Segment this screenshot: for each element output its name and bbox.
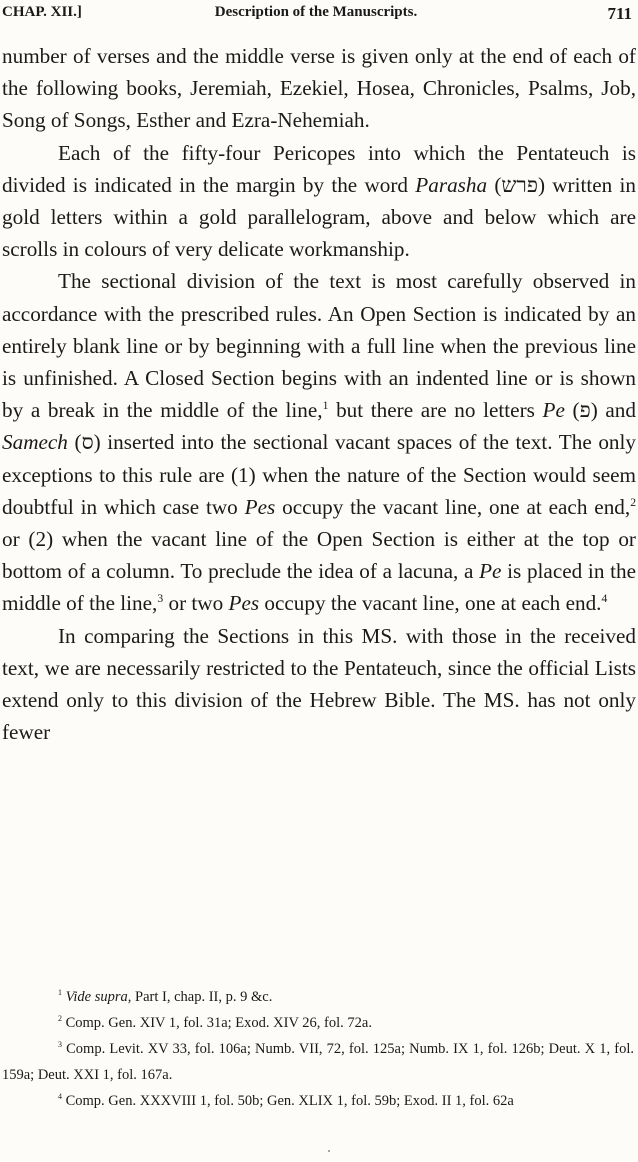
footnote-ref-3: 3 (157, 592, 164, 606)
footnote-2: $^2$ Comp. Gen. XIV 1, fol. 31a; Exod. XIV 26, fol. 72a. (58, 1014, 372, 1031)
running-header (0, 2, 632, 26)
page-speck (328, 1150, 330, 1152)
paragraph-2: Each of the fifty-four Pericopes into which the Pentateuch is divided is indicated in the margin by the word Parasha (פרש) written in gold letters within a gold parallelogram, above and below which are scrolls in colours of very delicate workmanship. (2, 140, 637, 262)
page-number: 711 (607, 4, 632, 23)
main-text (2, 40, 636, 748)
paragraph-3: The sectional division of the text is most carefully observed in accordance with the prescribed rules. An Open Section is indicated by an entirely blank line or by beginning with a full line when the previous line is unfinished. A Closed Section begins with an indented line or is shown by a break in the middle of the line,$^1$ but there are no letters Pe (פ) and Samech (ס) inserted into the sectional vacant spaces of the text. The only exceptions to this rule are (1) when the nature of the Section would seem doubtful in which case two Pes occupy the vacant line, one at each end,$^2$ or (2) when the vacant line of the Open Section is either at the top or bottom of a column. To preclude the idea of a lacuna, a Pe is placed in the middle of the line,$^3$ or two Pes occupy the vacant line, one at each end.$^4$ (2, 269, 637, 616)
footnotes (2, 984, 634, 1114)
footnote-ref-1: 1 (322, 399, 329, 413)
running-title: Description of the Manuscripts. (214, 4, 418, 20)
footnote-1: $^1$ Vide supra, Part I, chap. II, p. 9 &c. (58, 988, 273, 1005)
footnote-ref-2: 2 (630, 495, 637, 509)
footnote-ref-4: 4 (601, 592, 608, 606)
paragraph-4: In comparing the Sections in this MS. with those in the received text, we are necessarily restricted to the Pentateuch, since the official Lists extend only to this division of the Hebrew Bible. The MS. has not only fewer (2, 623, 636, 745)
hebrew-letter-samech: ס (81, 430, 94, 455)
hebrew-letter-pe: פ (579, 398, 591, 423)
chapter-label: CHAP. XII.] (2, 4, 82, 20)
hebrew-word-parasha: פרש (501, 172, 538, 197)
footnote-3: $^3$ Comp. Levit. XV 33, fol. 106a; Numb. VII, 72, fol. 125a; Numb. IX 1, fol. 126b; Deut. X 1, fol. 159a; Deut. XXI 1, fol. 167a. (2, 1040, 634, 1083)
paragraph-1: number of verses and the middle verse is given only at the end of each of the following books, Jeremiah, Ezekiel, Hosea, Chronicles, Psalms, Job, Song of Songs, Esther and Ezra-Nehemiah. (2, 44, 636, 133)
footnote-4: $^4$ Comp. Gen. XXXVIII 1, fol. 50b; Gen. XLIX 1, fol. 59b; Exod. II 1, fol. 62a (58, 1092, 514, 1109)
